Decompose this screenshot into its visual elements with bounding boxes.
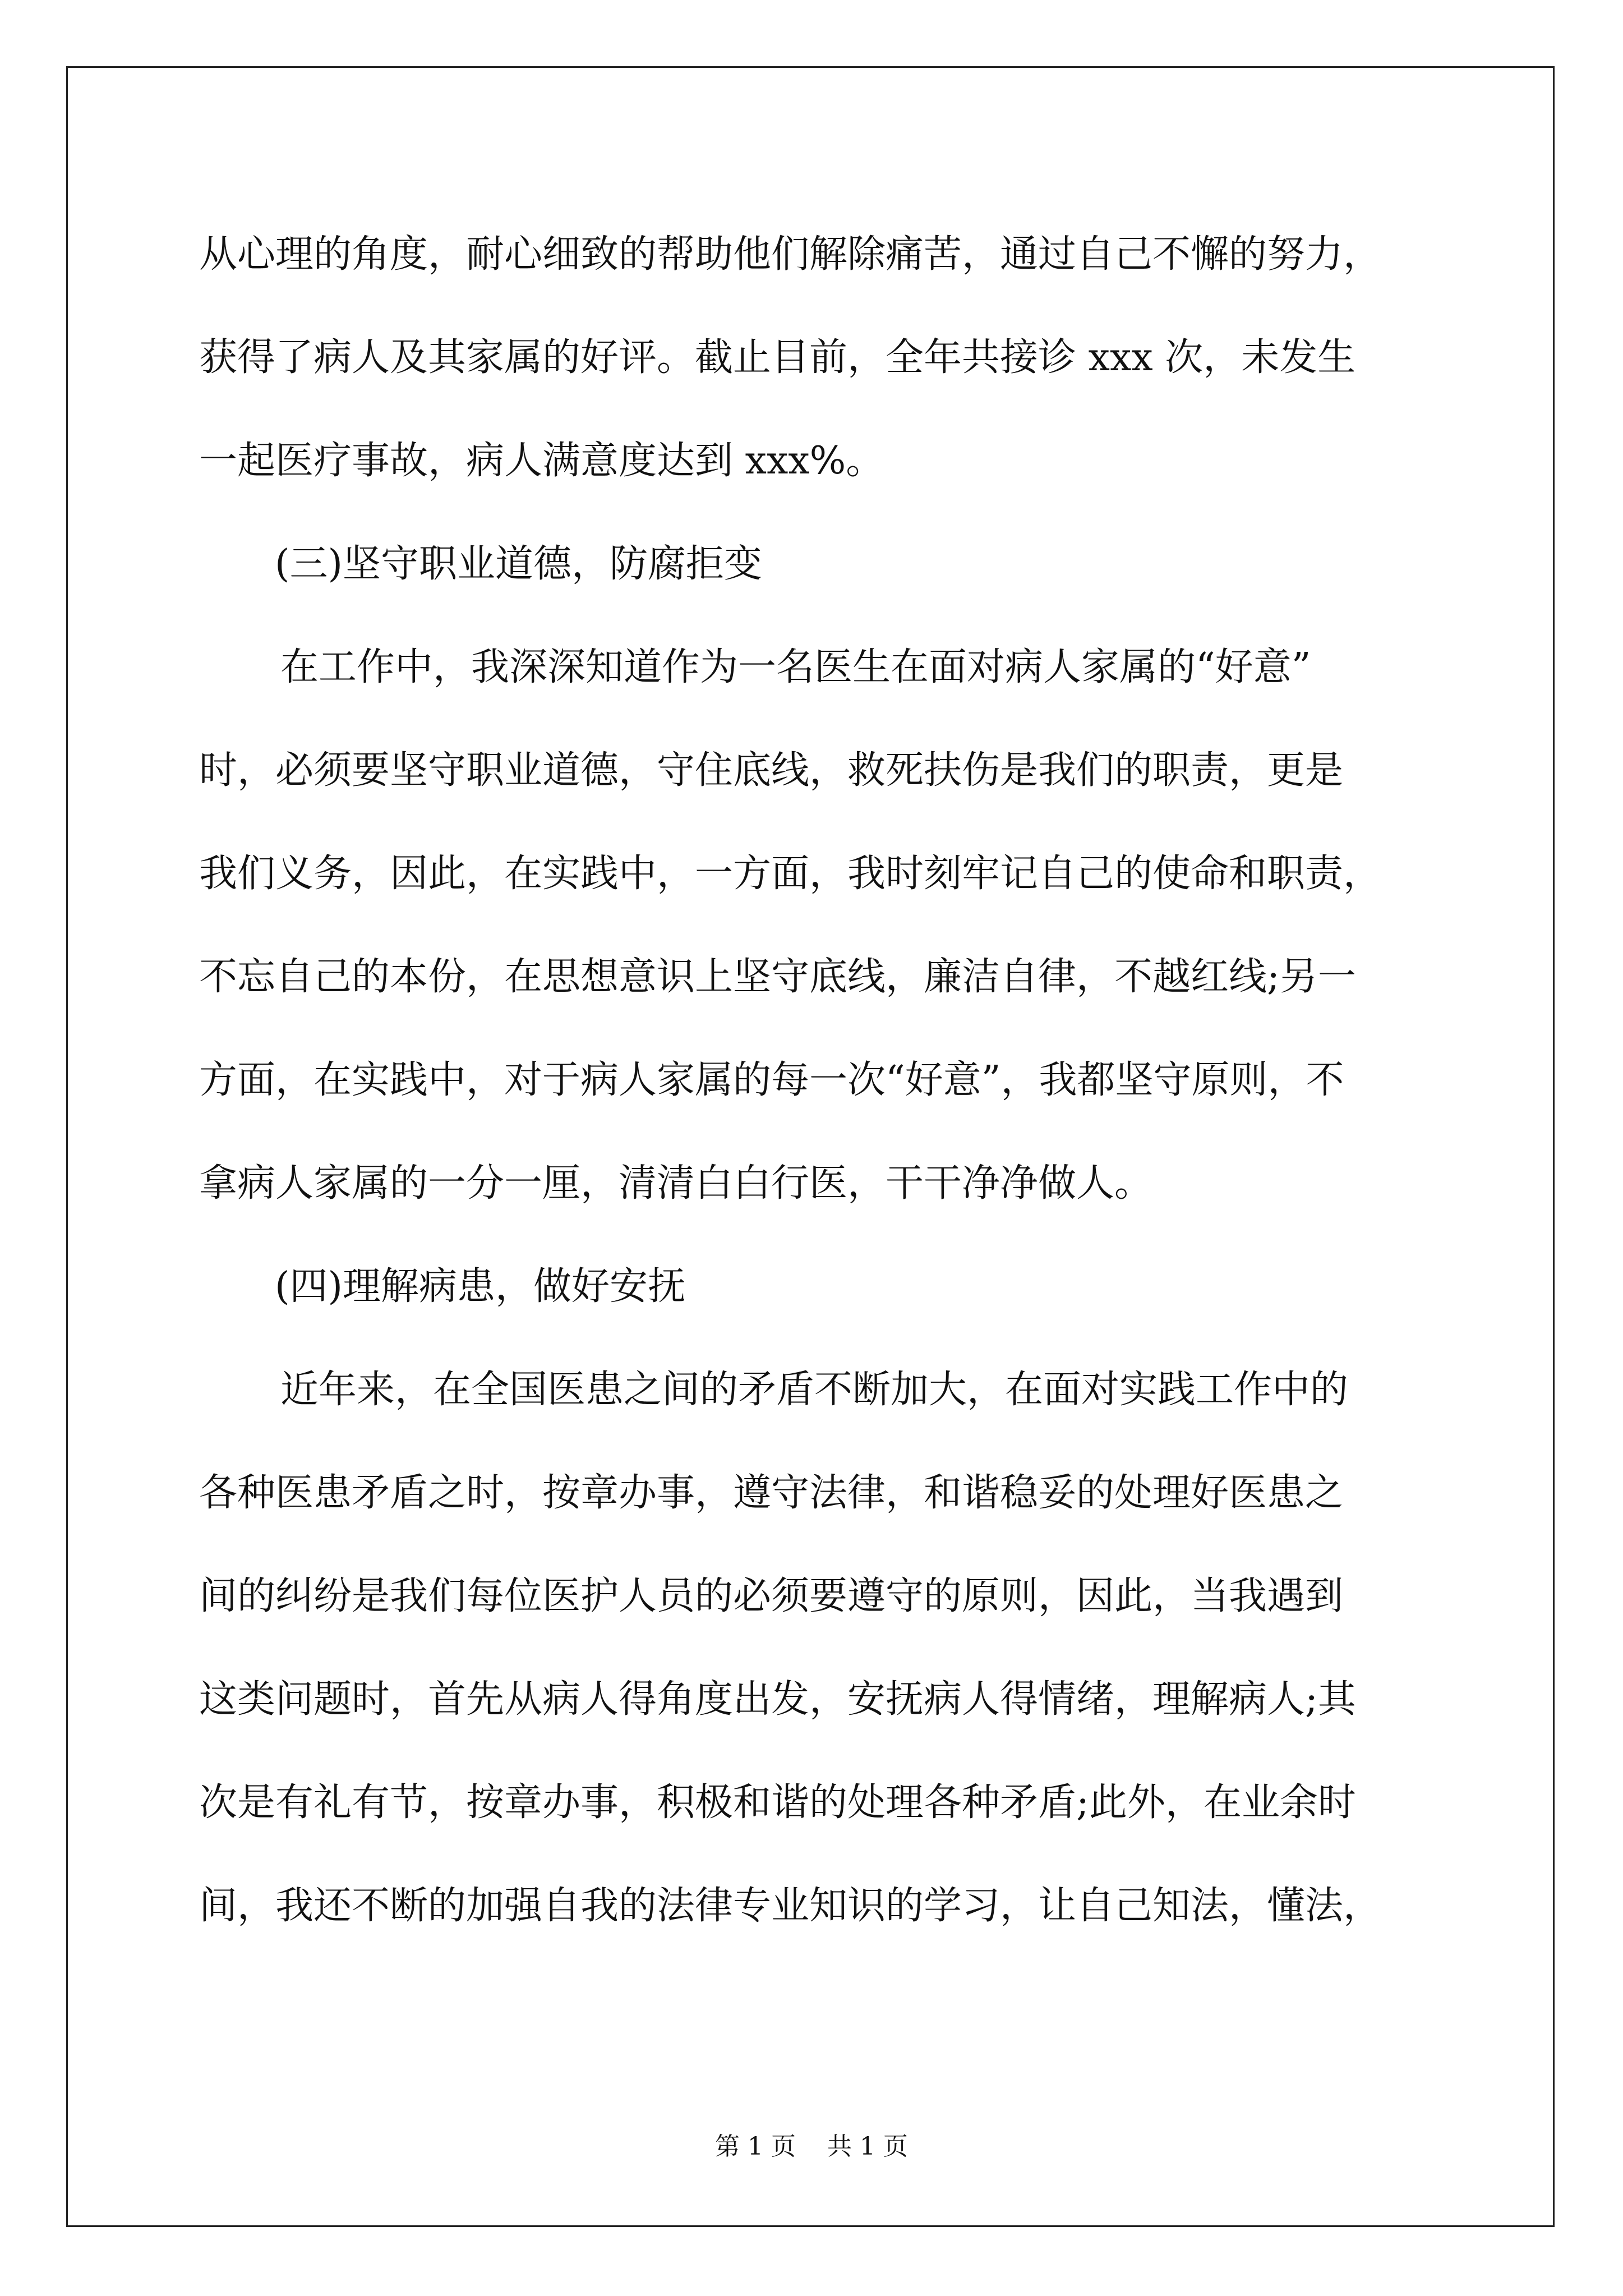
- paragraph-line: 各种医患矛盾之时，按章办事，遵守法律，和谐稳妥的处理好医患之: [199, 1471, 1344, 1515]
- paragraph-line: 间，我还不断的加强自我的法律专业知识的学习，让自己知法，懂法，: [199, 1884, 1382, 1928]
- paragraph-line: 方面，在实践中，对于病人家属的每一次“好意”，我都坚守原则，不: [199, 1058, 1344, 1102]
- paragraph-line: 这类问题时，首先从病人得角度出发，安抚病人得情绪，理解病人;其: [199, 1677, 1356, 1722]
- paragraph-line: 一起医疗事故，病人满意度达到 xxx%。: [199, 439, 884, 483]
- paragraph-line: 近年来，在全国医患之间的矛盾不断加大，在面对实践工作中的: [280, 1368, 1349, 1412]
- paragraph-line: 时，必须要坚守职业道德，守住底线，救死扶伤是我们的职责，更是: [199, 748, 1344, 793]
- paragraph-line: 间的纠纷是我们每位医护人员的必须要遵守的原则，因此，当我遇到: [199, 1574, 1344, 1618]
- paragraph-line: 不忘自己的本份，在思想意识上坚守底线，廉洁自律，不越红线;另一: [199, 955, 1356, 999]
- section-heading: (四)理解病患，做好安抚: [275, 1264, 686, 1309]
- section-heading: (三)坚守职业道德，防腐拒变: [275, 542, 763, 586]
- paragraph-line: 拿病人家属的一分一厘，清清白白行医，干干净净做人。: [199, 1161, 1153, 1205]
- paragraph-line: 次是有礼有节，按章办事，积极和谐的处理各种矛盾;此外，在业余时: [199, 1780, 1356, 1825]
- paragraph-line: 获得了病人及其家属的好评。截止目前，全年共接诊 xxx 次，未发生: [199, 335, 1356, 380]
- page-number-footer: 第 1 页 共 1 页: [715, 2132, 908, 2161]
- paragraph-line: 从心理的角度，耐心细致的帮助他们解除痛苦，通过自己不懈的努力，: [199, 232, 1382, 277]
- paragraph-line: 在工作中，我深深知道作为一名医生在面对病人家属的“好意”: [280, 645, 1311, 689]
- paragraph-line: 我们义务，因此，在实践中，一方面，我时刻牢记自己的使命和职责，: [199, 852, 1382, 896]
